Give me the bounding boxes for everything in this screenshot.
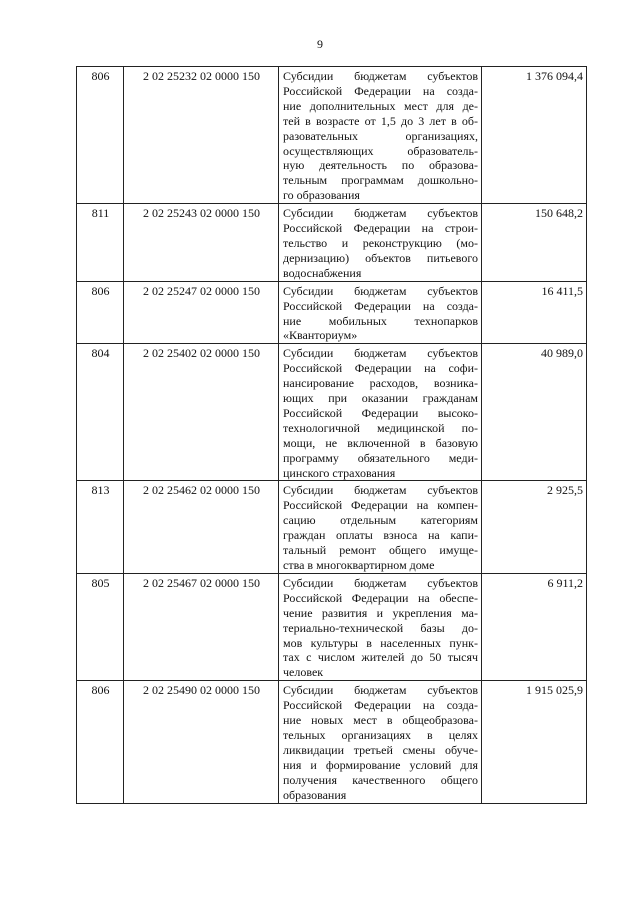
description-line: ющих при оказании гражданам: [283, 391, 478, 406]
description-line: Субсидии бюджетам субъектов: [283, 346, 478, 361]
administrator-code-cell: 805: [77, 573, 124, 680]
administrator-code-cell: 806: [77, 67, 124, 204]
description-line: граждан оплаты взноса на капи-: [283, 528, 478, 543]
description-line: Российской Федерации на созда-: [283, 83, 478, 98]
description-line: ную деятельность по образова-: [283, 158, 478, 173]
revenue-classification-code-cell: 2 02 25402 02 0000 150: [124, 344, 279, 481]
revenue-classification-code-cell: 2 02 25243 02 0000 150: [124, 204, 279, 282]
description-line: го образования: [283, 188, 360, 203]
description-line: тельство и реконструкцию (мо-: [283, 235, 478, 250]
description-line: дернизацию) объектов питьевого: [283, 250, 478, 265]
description-line: Субсидии бюджетам субъектов: [283, 575, 478, 590]
administrator-code-cell: 804: [77, 344, 124, 481]
description-line: осуществляющих образователь-: [283, 143, 478, 158]
administrator-code-cell: 813: [77, 481, 124, 573]
revenue-description-cell: [279, 681, 482, 803]
amount-cell: 1 915 025,9: [482, 681, 587, 803]
description-line: тельным программам дошкольно-: [283, 173, 478, 188]
description-line: водоснабжения: [283, 265, 362, 280]
description-line: получения качественного общего: [283, 772, 478, 787]
revenue-classification-code-cell: 2 02 25462 02 0000 150: [124, 481, 279, 573]
revenue-description-cell: [279, 281, 482, 344]
description-line: Субсидии бюджетам субъектов: [283, 69, 478, 83]
description-line: ние мобильных технопарков: [283, 313, 478, 328]
description-line: программу обязательного меди-: [283, 450, 478, 465]
description-line: Российской Федерации высоко-: [283, 405, 478, 420]
description-line: тальный ремонт общего имуще-: [283, 543, 478, 558]
description-line: тельных организациях в целях: [283, 727, 478, 742]
description-line: ния и формирование условий для: [283, 757, 478, 772]
description-line: разовательных организациях,: [283, 128, 478, 143]
revenue-description-cell: [279, 481, 482, 573]
budget-revenue-table: [76, 66, 587, 804]
description-line: Российской Федерации на обеспе-: [283, 590, 478, 605]
description-line: Российской Федерации на строи-: [283, 221, 478, 236]
description-line: «Кванториум»: [283, 328, 358, 343]
description-line: тей в возрасте от 1,5 до 3 лет в об-: [283, 113, 478, 128]
description-line: тах с числом жителей до 50 тысяч: [283, 650, 478, 665]
description-line: ства в многоквартирном доме: [283, 558, 435, 572]
description-line: цинского страхования: [283, 465, 396, 480]
description-line: Российской Федерации на созда-: [283, 298, 478, 313]
administrator-code-cell: 806: [77, 681, 124, 803]
description-line: Субсидии бюджетам субъектов: [283, 683, 478, 698]
revenue-classification-code-cell: 2 02 25247 02 0000 150: [124, 281, 279, 344]
description-line: сацию отдельным категориям: [283, 513, 478, 528]
description-line: Субсидии бюджетам субъектов: [283, 483, 478, 498]
revenue-description-cell: [279, 573, 482, 680]
revenue-classification-code-cell: 2 02 25232 02 0000 150: [124, 67, 279, 204]
revenue-classification-code-cell: 2 02 25490 02 0000 150: [124, 681, 279, 803]
description-line: териально-технической базы до-: [283, 620, 478, 635]
revenue-description-cell: [279, 67, 482, 204]
description-line: Субсидии бюджетам субъектов: [283, 206, 478, 221]
amount-cell: 150 648,2: [482, 204, 587, 282]
description-line: нансирование расходов, возника-: [283, 376, 478, 391]
table-row: [77, 204, 587, 282]
description-line: ликвидации третьей смены обуче-: [283, 742, 478, 757]
description-line: образования: [283, 787, 347, 802]
amount-cell: 16 411,5: [482, 281, 587, 344]
table-row: [77, 344, 587, 481]
administrator-code-cell: 811: [77, 204, 124, 282]
table-row: [77, 281, 587, 344]
revenue-description-cell: [279, 344, 482, 481]
description-line: Российской Федерации на софи-: [283, 361, 478, 376]
amount-cell: 2 925,5: [482, 481, 587, 573]
description-line: мощи, не включенной в базовую: [283, 435, 478, 450]
revenue-classification-code-cell: 2 02 25467 02 0000 150: [124, 573, 279, 680]
amount-cell: 1 376 094,4: [482, 67, 587, 204]
description-line: ние дополнительных мест для де-: [283, 98, 478, 113]
table-row: [77, 67, 587, 204]
description-line: технологичной медицинской по-: [283, 420, 478, 435]
administrator-code-cell: 806: [77, 281, 124, 344]
description-line: Субсидии бюджетам субъектов: [283, 283, 478, 298]
amount-cell: 6 911,2: [482, 573, 587, 680]
table-row: [77, 681, 587, 803]
table-row: [77, 481, 587, 573]
amount-cell: 40 989,0: [482, 344, 587, 481]
page-number: 9: [317, 37, 323, 51]
table-row: [77, 573, 587, 680]
table-body: [77, 67, 587, 804]
revenue-description-cell: [279, 204, 482, 282]
description-line: Российской Федерации на компен-: [283, 498, 478, 513]
description-line: ние новых мест в общеобразова-: [283, 713, 478, 728]
description-line: мов культуры в населенных пунк-: [283, 635, 478, 650]
description-line: Российской Федерации на созда-: [283, 698, 478, 713]
description-line: чение развития и укрепления ма-: [283, 605, 478, 620]
description-line: человек: [283, 665, 324, 680]
